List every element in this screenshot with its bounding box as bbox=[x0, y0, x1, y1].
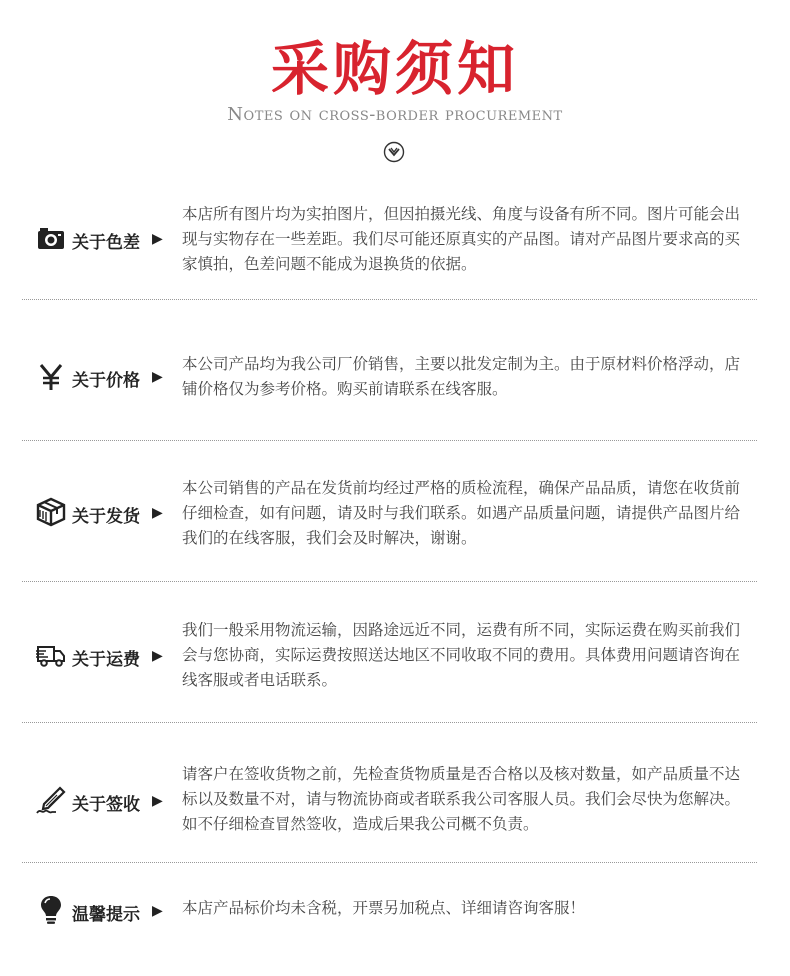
section-shipping bbox=[22, 476, 757, 566]
section-color-difference bbox=[22, 200, 757, 290]
arrow-right-icon: ▶ bbox=[152, 231, 163, 247]
divider bbox=[22, 440, 757, 441]
section-label: 关于签收 bbox=[72, 795, 140, 815]
section-text: 本公司产品均为我公司厂价销售，主要以批发定制为主。由于原材料价格浮动，店铺价格仅为参考价格。购买前请联系在线客服。 bbox=[182, 355, 741, 398]
truck-icon bbox=[36, 640, 66, 670]
camera-icon bbox=[36, 224, 66, 254]
section-text: 请客户在签收货物之前，先检查货物质量是否合格以及核对数量，如产品质量不达标以及数量不对，请与物流协商或者联系我公司客服人员。我们会尽快为您解决。如不仔细检查冒然签收，造成后果我公司概不负责。 bbox=[182, 765, 741, 833]
lightbulb-icon bbox=[36, 895, 66, 925]
package-icon bbox=[36, 497, 66, 527]
section-tips bbox=[22, 893, 757, 933]
section-text: 本店所有图片均为实拍图片，但因拍摄光线、角度与设备有所不同。图片可能会出现与实物存在一些差距。我们尽可能还原真实的产品图。请对产品图片要求高的买家慎拍，色差问题不能成为退换货的依据。 bbox=[182, 205, 741, 273]
arrow-right-icon: ▶ bbox=[152, 648, 163, 664]
yen-icon bbox=[36, 362, 66, 392]
section-label: 关于发货 bbox=[72, 507, 140, 527]
page-title: 采购须知 bbox=[270, 35, 519, 103]
arrow-right-icon: ▶ bbox=[152, 369, 163, 385]
section-receipt bbox=[22, 762, 757, 852]
section-freight bbox=[22, 618, 757, 708]
arrow-right-icon: ▶ bbox=[152, 903, 163, 919]
section-text: 本公司销售的产品在发货前均经过严格的质检流程，确保产品品质，请您在收货前仔细检查，如有问题，请及时与我们联系。如遇产品质量问题，请提供产品图片给我们的在线客服，我们会及时解决，谢谢。 bbox=[182, 479, 741, 547]
divider bbox=[22, 862, 757, 863]
divider bbox=[22, 581, 757, 582]
section-price bbox=[22, 348, 757, 418]
section-label: 关于价格 bbox=[72, 371, 140, 391]
chevron-down-circle-icon bbox=[383, 141, 405, 163]
arrow-right-icon: ▶ bbox=[152, 505, 163, 521]
section-label: 温馨提示 bbox=[72, 905, 140, 925]
section-label: 关于运费 bbox=[72, 650, 140, 670]
arrow-right-icon: ▶ bbox=[152, 793, 163, 809]
section-text: 本店产品标价均未含税，开票另加税点、详细请咨询客服！ bbox=[182, 899, 586, 917]
section-label: 关于色差 bbox=[72, 233, 140, 253]
section-text: 我们一般采用物流运输，因路途远近不同，运费有所不同，实际运费在购买前我们会与您协商，实际运费按照送达地区不同收取不同的费用。具体费用问题请咨询在线客服或者电话联系。 bbox=[182, 621, 741, 689]
page-subtitle: Notes on cross-border procurement bbox=[227, 104, 563, 125]
divider bbox=[22, 722, 757, 723]
signature-pen-icon bbox=[36, 786, 66, 816]
divider bbox=[22, 299, 757, 300]
